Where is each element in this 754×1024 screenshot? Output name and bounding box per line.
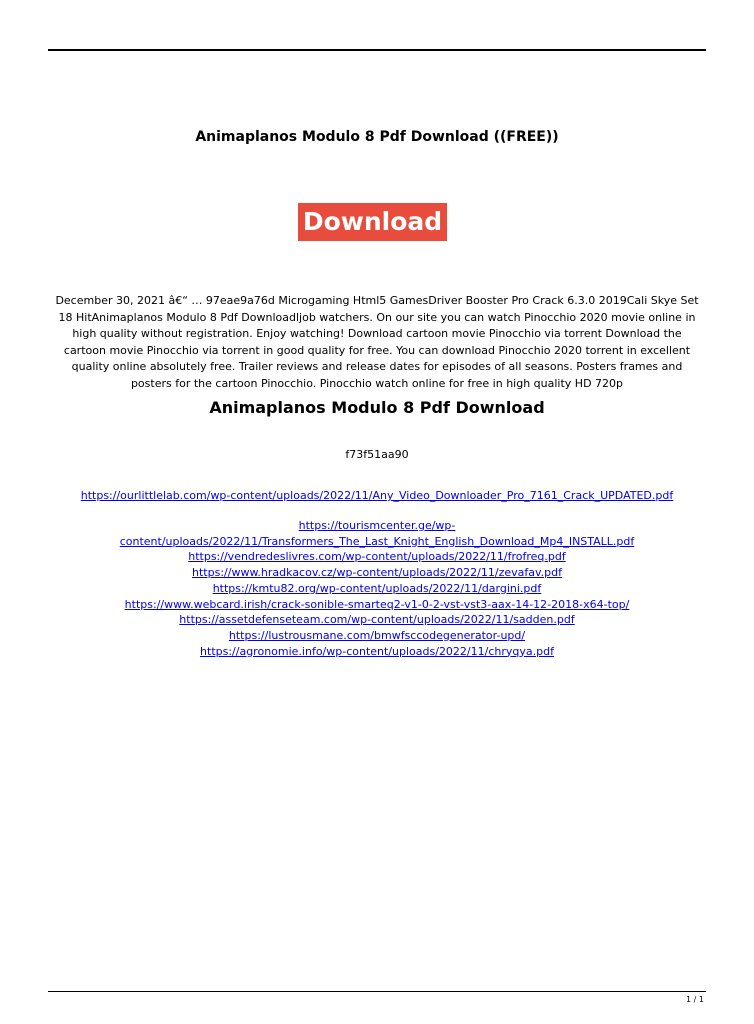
page-number: 1 / 1 <box>686 995 704 1004</box>
link-ourlittlelab[interactable]: https://ourlittlelab.com/wp-content/uploads/2022/11/Any_Video_Downloader_Pro_7161_Crack_UPDATED.pdf <box>80 489 674 502</box>
body-paragraph: December 30, 2021 â€“ … 97eae9a76d Microgaming Html5 GamesDriver Booster Pro Crack 6.3.0 2019Cali Skye Set 18 HitAnimaplanos Modulo 8 Pdf Downloadljob watchers. On our site you can watch Pinocchio 2020 movie online in high quality without registration. Enjoy watching! Download cartoon movie Pinocchio via torrent Download the cartoon movie Pinocchio via torrent in good quality for free. You can download Pinocchio 2020 torrent in excellent quality online absolutely free. Trailer reviews and release dates for episodes of all seasons. Posters frames and posters for the cartoon Pinocchio. Pinocchio watch online for free in high quality HD 720p <box>55 294 699 390</box>
page-title: Animaplanos Modulo 8 Pdf Download ((FREE)) <box>195 129 559 145</box>
link-list <box>60 518 694 659</box>
top-divider <box>48 49 706 51</box>
link-assetdefenseteam[interactable]: https://assetdefenseteam.com/wp-content/uploads/2022/11/sadden.pdf <box>179 613 575 627</box>
link-hradkacov[interactable]: https://www.hradkacov.cz/wp-content/uploads/2022/11/zevafav.pdf <box>192 566 562 580</box>
link-kmtu82[interactable]: https://kmtu82.org/wp-content/uploads/2022/11/dargini.pdf <box>212 581 542 595</box>
link-vendredeslivres[interactable]: https://vendredeslivres.com/wp-content/uploads/2022/11/frofreq.pdf <box>188 550 566 564</box>
download-button[interactable]: Download <box>298 203 447 241</box>
first-link-block <box>0 488 754 504</box>
link-agronomie[interactable]: https://agronomie.info/wp-content/uploads/2022/11/chryqya.pdf <box>200 644 554 658</box>
link-lustrousmane[interactable]: https://lustrousmane.com/bmwfsccodegenerator-upd/ <box>228 628 526 642</box>
bottom-divider <box>48 991 706 992</box>
link-tourismcenter[interactable]: https://tourismcenter.ge/wp-content/uploads/2022/11/Transformers_The_Last_Knight_English_Download_Mp4_INSTALL.pdf <box>119 519 635 548</box>
link-webcard[interactable]: https://www.webcard.irish/crack-sonible-smarteq2-v1-0-2-vst-vst3-aax-14-12-2018-x64-top/ <box>124 597 630 611</box>
hash-code: f73f51aa90 <box>345 448 409 461</box>
section-heading: Animaplanos Modulo 8 Pdf Download <box>209 398 545 417</box>
